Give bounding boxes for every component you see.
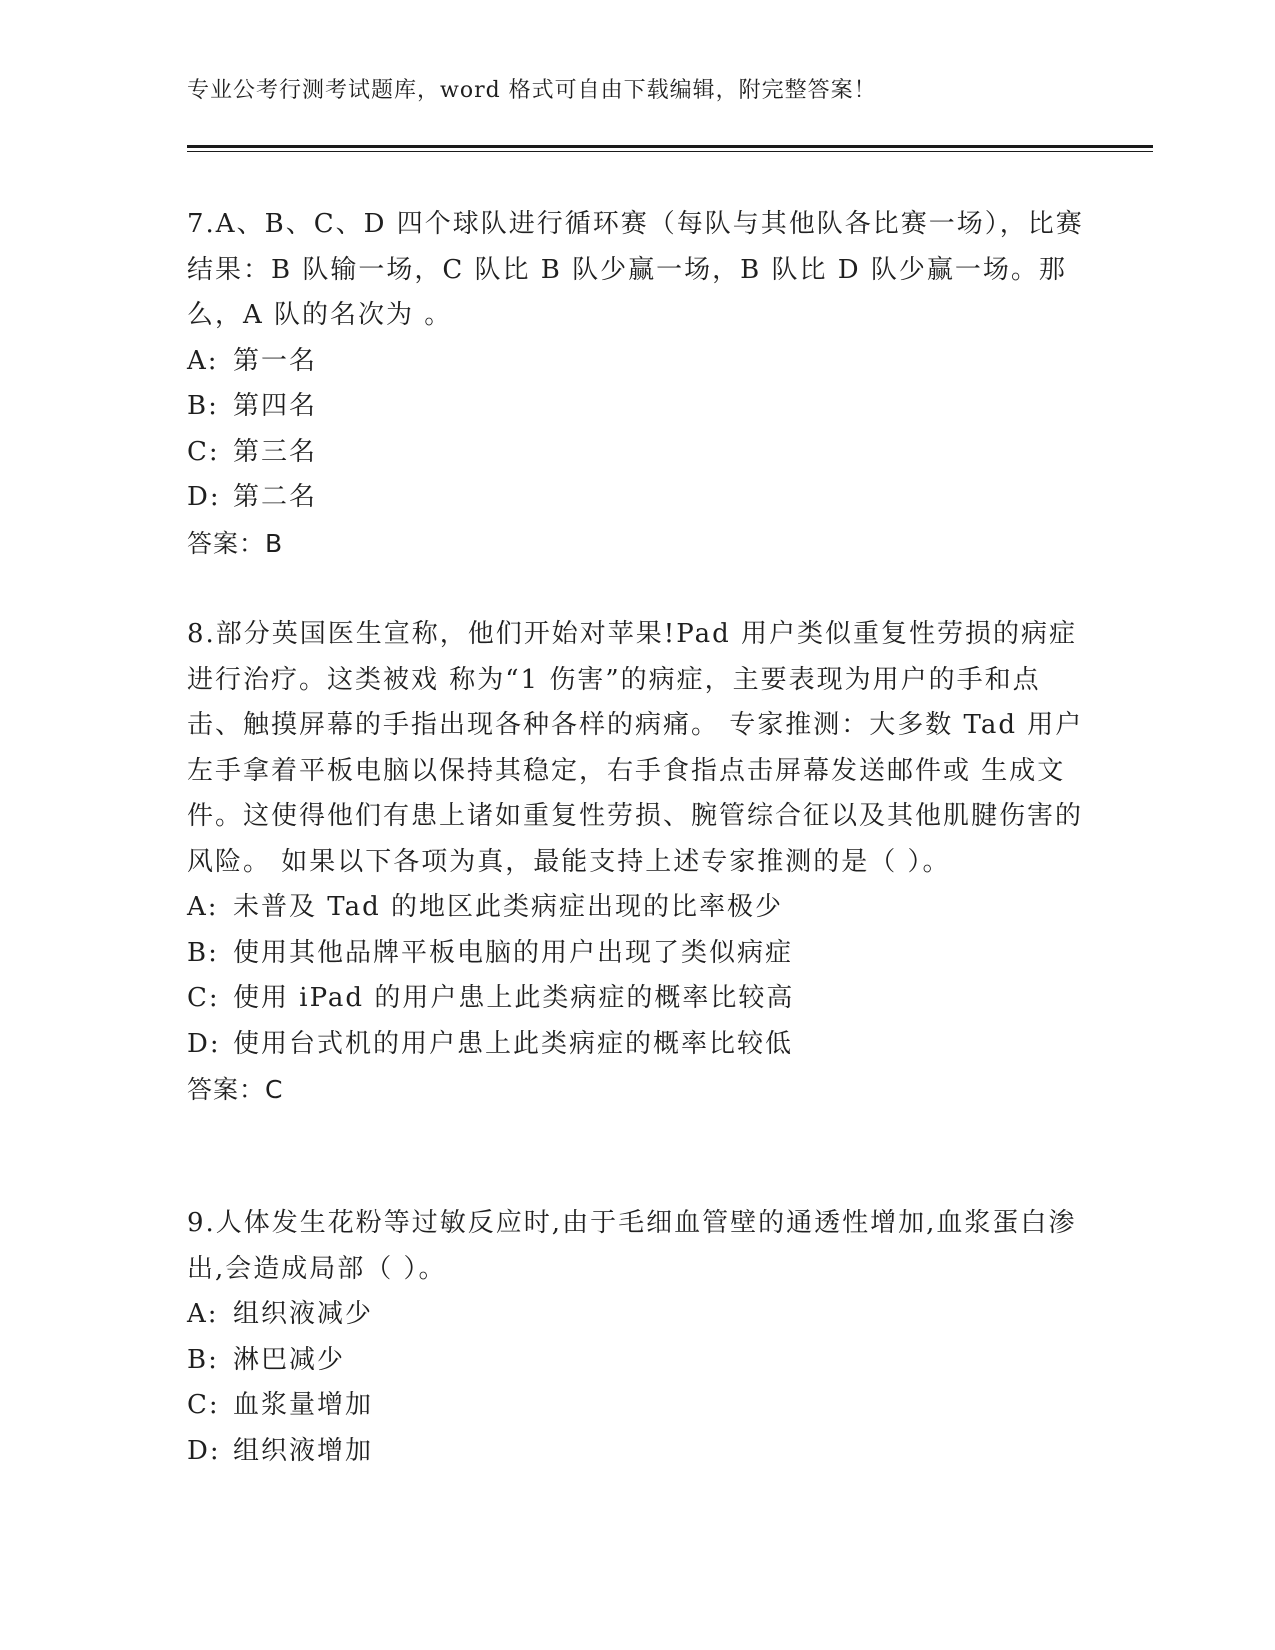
option-c (187, 1383, 1087, 1429)
option-b (187, 931, 1087, 977)
option-key: D: (187, 1028, 221, 1059)
option-a (187, 1292, 1087, 1338)
option-text: 使用 iPad 的用户患上此类病症的概率比较高 (233, 983, 795, 1013)
option-d (187, 1022, 1087, 1068)
answer-line: 答案：B (187, 528, 284, 558)
option-key: D: (187, 482, 221, 512)
question-stem: 8.部分英国医生宣称，他们开始对苹果!Pad 用户类似重复性劳损的病症进行治疗。这类被戏 称为“1 伤害”的病症，主要表现为用户的手和点击、触摸屏幕的手指出现各种各样的病痛。 专家推测：大多数 Tad 用户左手拿着平板电脑以保持其稳定，右手食指点击屏幕发送邮件或 生成文件。这使得他们有患上诸如重复性劳损、腕管综合征以及其他肌腱伤害的风险。 如果以下各项为真，最能支持上述专家推测的是（ ）。 (187, 619, 1084, 877)
option-b (187, 1338, 1087, 1384)
option-text: 第二名 (233, 482, 318, 512)
option-text: 未普及 Tad 的地区此类病症出现的比率极少 (233, 892, 783, 922)
option-text: 使用其他品牌平板电脑的用户出现了类似病症 (233, 937, 794, 968)
option-text: 组织液增加 (233, 1435, 374, 1466)
option-d (187, 1429, 1087, 1475)
option-b (187, 384, 1087, 430)
option-key: C: (187, 1390, 220, 1420)
answer-line: 答案：C (187, 1075, 284, 1104)
option-key: C: (187, 436, 220, 467)
header-note: 专业公考行测考试题库，word 格式可自由下载编辑，附完整答案！ (187, 78, 877, 103)
option-key: B: (187, 937, 219, 968)
option-text: 第一名 (233, 345, 318, 376)
option-a (187, 885, 1087, 931)
option-a (187, 339, 1087, 385)
header-divider-thick (187, 145, 1153, 148)
option-c (187, 976, 1087, 1022)
option-key: D: (187, 1435, 221, 1466)
question-stem: 7.A、B、C、D 四个球队进行循环赛（每队与其他队各比赛一场），比赛结果：B 队输一场，C 队比 B 队少赢一场，B 队比 D 队少赢一场。那么，A 队的名次为 。 (187, 209, 1084, 330)
option-text: 组织液减少 (233, 1299, 374, 1329)
option-text: 第三名 (233, 436, 318, 467)
question-stem: 9.人体发生花粉等过敏反应时,由于毛细血管壁的通透性增加,血浆蛋白渗出,会造成局部（ ）。 (187, 1208, 1077, 1284)
option-key: A: (187, 892, 219, 922)
option-d (187, 475, 1087, 521)
option-key: B: (187, 1344, 219, 1375)
option-key: A: (187, 1299, 219, 1329)
option-c (187, 430, 1087, 476)
option-text: 血浆量增加 (233, 1390, 374, 1420)
option-text: 第四名 (233, 391, 318, 421)
option-key: B: (187, 391, 219, 421)
question-7 (187, 202, 1087, 566)
option-text: 使用台式机的用户患上此类病症的概率比较低 (233, 1028, 794, 1059)
header-divider-thin (187, 151, 1153, 152)
option-text: 淋巴减少 (233, 1344, 346, 1375)
option-key: C: (187, 983, 220, 1013)
option-key: A: (187, 345, 219, 376)
question-8 (187, 612, 1087, 1113)
question-9 (187, 1201, 1087, 1474)
